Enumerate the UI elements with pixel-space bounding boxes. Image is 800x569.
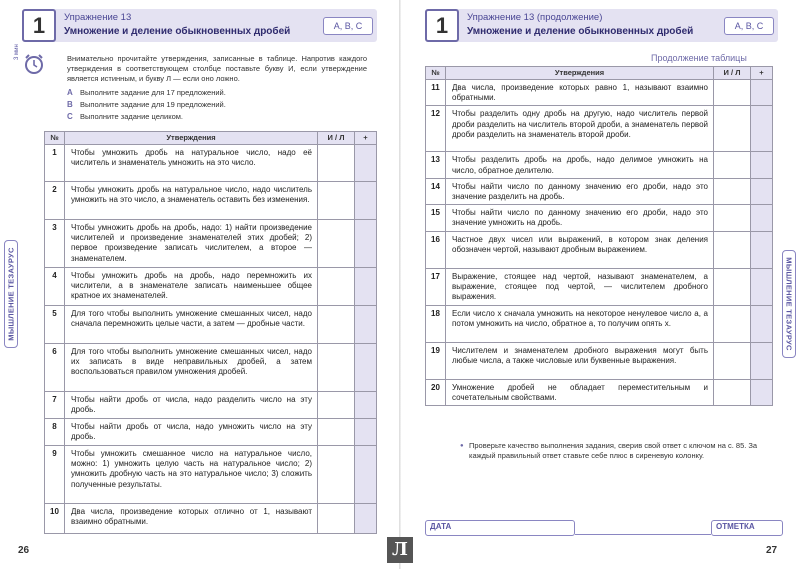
table-row: [426, 152, 773, 178]
row-number: 16: [426, 231, 446, 268]
task-text: Выполните задание для 17 предложений.: [80, 88, 226, 97]
statement-text: Два числа, произведение которых отлично от 1, называют взаимно обратными.: [65, 504, 318, 534]
score-cell[interactable]: [751, 152, 773, 178]
statement-text: Выражение, стоящее над чертой, называют знаменателем, а выражение, стоящее под чертой, — числителем дробного выражения.: [446, 268, 714, 305]
score-cell[interactable]: [751, 379, 773, 405]
date-field[interactable]: [425, 520, 575, 536]
row-number: 11: [426, 80, 446, 106]
table-header-row: [45, 132, 377, 145]
task-letter: В: [67, 100, 73, 109]
row-number: 5: [45, 306, 65, 344]
task-b: [67, 100, 226, 109]
answer-cell[interactable]: [318, 446, 355, 504]
statement-text: Для того чтобы выполнить умножение смешанных чисел, надо сначала перемножить целые части, а затем — дробные части.: [65, 306, 318, 344]
row-number: 6: [45, 344, 65, 392]
continuation-label: Продолжение таблицы: [651, 53, 747, 63]
task-c: [67, 112, 183, 121]
answer-cell[interactable]: [318, 306, 355, 344]
score-cell[interactable]: [751, 178, 773, 204]
row-number: 20: [426, 379, 446, 405]
exercise-title: Упражнение 13 (продолжение): [467, 12, 603, 23]
score-cell[interactable]: [355, 220, 377, 268]
row-number: 3: [45, 220, 65, 268]
exercise-number: 1: [22, 9, 56, 42]
footer-line: [575, 534, 711, 535]
side-tab: [782, 250, 796, 358]
row-number: 14: [426, 178, 446, 204]
header-statements: Утверждения: [446, 67, 714, 80]
answer-cell[interactable]: [318, 182, 355, 220]
header-plus: +: [355, 132, 377, 145]
left-page: [0, 0, 399, 569]
statement-text: Чтобы умножить дробь на натуральное число, надо числитель умножить на это число, а знаменатель оставить без изменения.: [65, 182, 318, 220]
header-number: №: [426, 67, 446, 80]
row-number: 7: [45, 392, 65, 419]
header-true-false: И / Л: [714, 67, 751, 80]
score-cell[interactable]: [751, 205, 773, 231]
table-row: [45, 268, 377, 306]
statement-text: Чтобы умножить дробь на дробь, надо перемножить их числители, а в знаменателе записать наименьшее общее кратное их знаменателей.: [65, 268, 318, 306]
task-text: Выполните задание для 19 предложений.: [80, 100, 226, 109]
header-true-false: И / Л: [318, 132, 355, 145]
table-row: [426, 342, 773, 379]
table-row: [426, 106, 773, 152]
statement-text: Чтобы умножить смешанное число на натуральное число, можно: 1) умножить целую часть на натуральное число; 2) умножить дробную часть на это натуральное число; 3) сложить полученные результаты.: [65, 446, 318, 504]
row-number: 19: [426, 342, 446, 379]
answer-cell[interactable]: [714, 379, 751, 405]
page-number: 26: [18, 545, 30, 556]
right-page: [401, 0, 800, 569]
statement-text: Числителем и знаменателем дробного выражения могут быть любые числа, а также числовые или буквенные выражения.: [446, 342, 714, 379]
answer-cell[interactable]: [714, 342, 751, 379]
statement-text: Частное двух чисел или выражений, в котором знак деления обозначен чертой, называют дробным выражением.: [446, 231, 714, 268]
task-instructions: Внимательно прочитайте утверждения, записанные в таблице. Напротив каждого утверждения в соответствующем столбце поставьте букву И, если утверждение является истинным, и букву Л — если оно ложно.: [67, 54, 367, 83]
answer-cell[interactable]: [318, 504, 355, 534]
statement-text: Чтобы разделить дробь на дробь, надо делимое умножить на число, обратное делителю.: [446, 152, 714, 178]
mark-field[interactable]: [711, 520, 783, 536]
row-number: 12: [426, 106, 446, 152]
table-row: [426, 178, 773, 204]
row-number: 10: [45, 504, 65, 534]
row-number: 18: [426, 305, 446, 342]
row-number: 15: [426, 205, 446, 231]
table-row: [45, 419, 377, 446]
row-number: 13: [426, 152, 446, 178]
answer-cell[interactable]: [714, 152, 751, 178]
alarm-clock-icon: [22, 52, 46, 76]
levels-badge: А, В, С: [724, 17, 774, 35]
score-cell[interactable]: [355, 344, 377, 392]
task-letter: С: [67, 112, 73, 121]
table-row: [426, 268, 773, 305]
task-letter: А: [67, 88, 73, 97]
score-cell[interactable]: [355, 268, 377, 306]
answer-cell[interactable]: [318, 220, 355, 268]
answer-cell[interactable]: [714, 106, 751, 152]
answer-cell[interactable]: [714, 305, 751, 342]
header-number: №: [45, 132, 65, 145]
task-a: [67, 88, 226, 97]
row-number: 2: [45, 182, 65, 220]
timer-label: 3 мин: [14, 44, 20, 60]
mark-label: ОТМЕТКА: [716, 522, 755, 531]
exercise-number: 1: [425, 9, 459, 42]
row-number: 1: [45, 145, 65, 182]
statement-text: Чтобы умножить дробь на натуральное число, надо её числитель и знаменатель умножить на это число.: [65, 145, 318, 182]
answer-cell[interactable]: [714, 80, 751, 106]
statements-table: [425, 66, 773, 406]
score-cell[interactable]: [355, 504, 377, 534]
table-row: [426, 205, 773, 231]
check-note: ● Проверьте качество выполнения задания, сверив свой ответ с ключом на с. 85. За каждый правильный ответ ставьте себе плюс в сиреневую колонку.: [469, 441, 759, 461]
row-number: 4: [45, 268, 65, 306]
statement-text: Чтобы найти дробь от числа, надо умножить число на эту дробь.: [65, 419, 318, 446]
table-row: [45, 344, 377, 392]
score-cell[interactable]: [751, 80, 773, 106]
statements-table: [44, 131, 377, 534]
levels-badge: А, В, С: [323, 17, 373, 35]
date-label: ДАТА: [430, 522, 452, 531]
answer-cell[interactable]: [318, 145, 355, 182]
header-plus: +: [751, 67, 773, 80]
statement-text: Умножение дробей не обладает переместительным и сочетательным свойствами.: [446, 379, 714, 405]
statement-text: Два числа, произведение которых равно 1, называют взаимно обратными.: [446, 80, 714, 106]
row-number: 8: [45, 419, 65, 446]
statement-text: Чтобы найти число по данному значению его дроби, надо это значение разделить на дробь.: [446, 178, 714, 204]
score-cell[interactable]: [355, 419, 377, 446]
exercise-title: Упражнение 13: [64, 12, 132, 23]
side-tab-label: МЫШЛЕНИЕ ТЕЗАУРУС: [6, 247, 16, 341]
table-row: [45, 145, 377, 182]
answer-cell[interactable]: [318, 419, 355, 446]
table-row: [45, 220, 377, 268]
answer-cell[interactable]: [318, 268, 355, 306]
table-row: [426, 231, 773, 268]
answer-cell[interactable]: [714, 231, 751, 268]
exercise-subtitle: Умножение и деление обыкновенных дробей: [467, 26, 694, 37]
statement-text: Для того чтобы выполнить умножение смешанных чисел, надо их записать в виде неправильных дробей, а затем воспользоваться правилом умножения дробей.: [65, 344, 318, 392]
page-number: 27: [766, 545, 778, 556]
score-cell[interactable]: [751, 268, 773, 305]
answer-cell[interactable]: [714, 205, 751, 231]
answer-cell[interactable]: [714, 268, 751, 305]
table-row: [426, 379, 773, 405]
statement-text: Если число x сначала умножить на некоторое ненулевое число a, а потом умножить на число, обратное a, то получим опять x.: [446, 305, 714, 342]
statement-text: Чтобы разделить одну дробь на другую, надо числитель первой дроби разделить на числитель второй дроби, а знаменатель первой дроби разделить на знаменатель второй дроби.: [446, 106, 714, 152]
exercise-subtitle: Умножение и деление обыкновенных дробей: [64, 26, 291, 37]
table-row: [45, 446, 377, 504]
row-number: 17: [426, 268, 446, 305]
table-row: [45, 504, 377, 534]
answer-cell[interactable]: [318, 392, 355, 419]
statement-text: Чтобы найти число по данному значению его дроби, надо это значение умножить на дробь.: [446, 205, 714, 231]
answer-cell[interactable]: [318, 344, 355, 392]
table-row: [45, 306, 377, 344]
score-cell[interactable]: [751, 231, 773, 268]
table-row: [45, 392, 377, 419]
statement-text: Чтобы умножить дробь на дробь, надо: 1) найти произведение числителей и произведение знаменателей этих дробей; 2) первое произведение записать числителем, а второе — знаменателем.: [65, 220, 318, 268]
score-cell[interactable]: [355, 306, 377, 344]
score-cell[interactable]: [355, 145, 377, 182]
header-statements: Утверждения: [65, 132, 318, 145]
score-cell[interactable]: [355, 392, 377, 419]
side-tab: [4, 240, 18, 348]
table-row: [45, 182, 377, 220]
row-number: 9: [45, 446, 65, 504]
score-cell[interactable]: [751, 106, 773, 152]
side-tab-label: МЫШЛЕНИЕ ТЕЗАУРУС: [784, 257, 794, 351]
answer-cell[interactable]: [714, 178, 751, 204]
publisher-logo: Л: [387, 537, 413, 563]
score-cell[interactable]: [751, 305, 773, 342]
statement-text: Чтобы найти дробь от числа, надо разделить число на эту дробь.: [65, 392, 318, 419]
score-cell[interactable]: [355, 446, 377, 504]
exercise-header: [22, 9, 377, 42]
score-cell[interactable]: [355, 182, 377, 220]
exercise-header: [425, 9, 778, 42]
score-cell[interactable]: [751, 342, 773, 379]
task-text: Выполните задание целиком.: [80, 112, 183, 121]
table-row: [426, 80, 773, 106]
table-header-row: [426, 67, 773, 80]
table-row: [426, 305, 773, 342]
